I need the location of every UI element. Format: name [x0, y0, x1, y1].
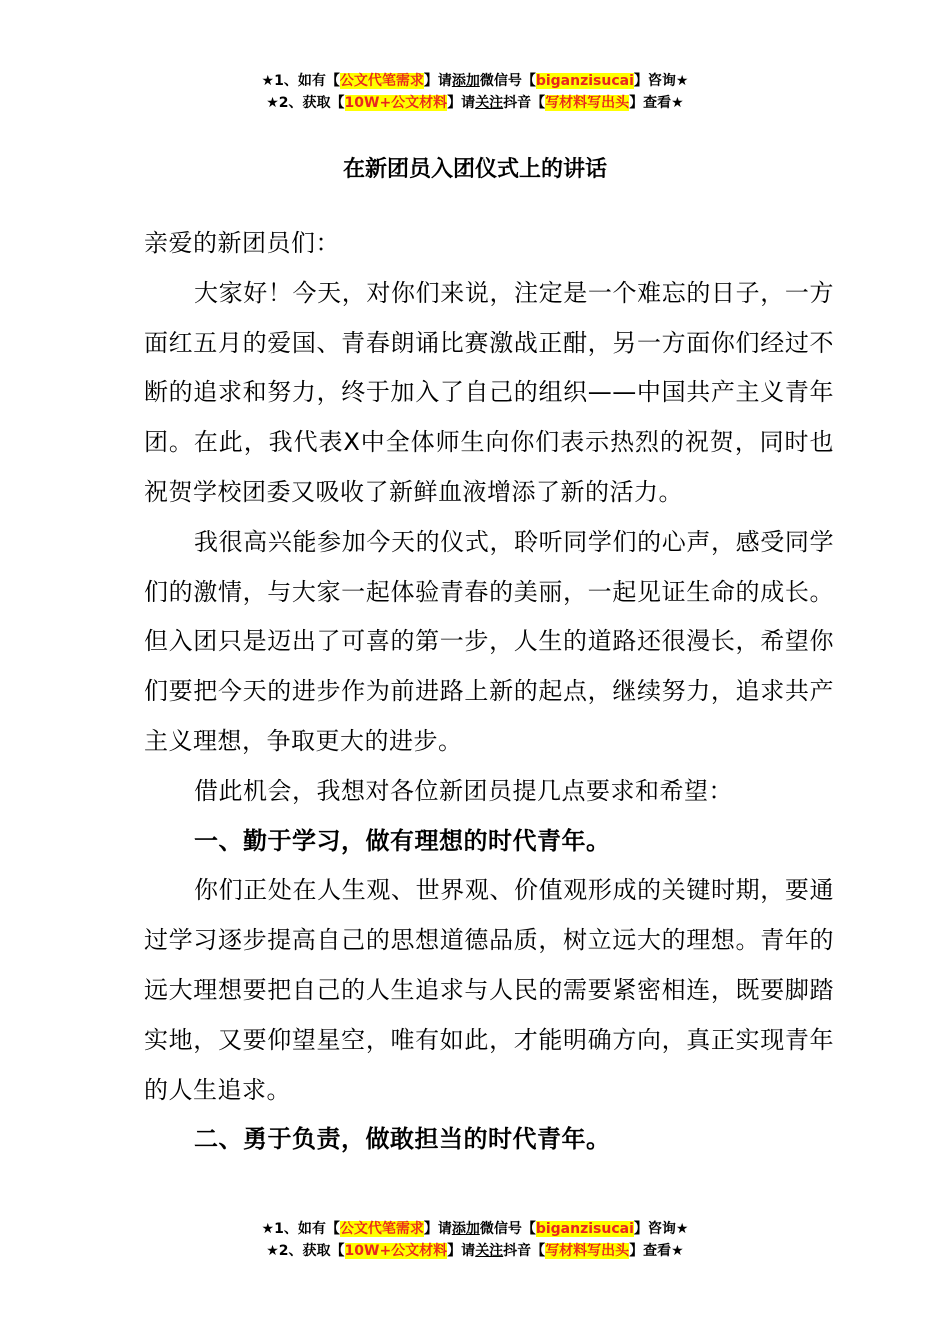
paragraph: 借此机会，我想对各位新团员提几点要求和希望：	[194, 776, 733, 805]
promo-text: ★1、如有【	[261, 73, 340, 89]
section-heading: 一、勤于学习，做有理想的时代青年。	[194, 826, 611, 855]
promo-highlight: 公文代笔需求	[339, 73, 424, 89]
promo-underlined: 关注	[475, 1243, 504, 1259]
promo-banner-top	[0, 70, 950, 114]
promo-highlight: 公文代笔需求	[339, 1221, 424, 1237]
promo-banner-bottom	[0, 1218, 950, 1262]
promo-line-1	[0, 1218, 950, 1240]
promo-line-2	[0, 92, 950, 114]
promo-text: 】请	[447, 95, 476, 111]
promo-text: ★2、获取【	[266, 1243, 345, 1259]
promo-text: 】请	[423, 73, 452, 89]
promo-underlined: 添加	[451, 1221, 480, 1237]
promo-wechat-id: biganzisucai	[535, 1221, 634, 1237]
promo-text: 】请	[447, 1243, 476, 1259]
salutation: 亲爱的新团员们：	[144, 229, 340, 257]
promo-douyin-id: 写材料写出头	[545, 95, 630, 111]
promo-text: ★1、如有【	[261, 1221, 340, 1237]
paragraph: 你们正处在人生观、世界观、价值观形成的关键时期，要通过学习逐步提高自己的思想道德品质，树立远大的理想。青年的远大理想要把自己的人生追求与人民的需要紧密相连，既要脚踏实地，又要仰望星空，唯有如此，才能明确方向，真正实现青年的人生追求。	[144, 876, 834, 1104]
promo-text: 抖音【	[503, 1243, 546, 1259]
paragraph: 大家好！今天，对你们来说，注定是一个难忘的日子，一方面红五月的爱国、青春朗诵比赛激战正酣，另一方面你们经过不断的追求和努力，终于加入了自己的组织——中国共产主义青年团。在此，我代表X中全体师生向你们表示热烈的祝贺，同时也祝贺学校团委又吸收了新鲜血液增添了新的活力。	[144, 278, 834, 506]
promo-text: 】咨询★	[633, 73, 689, 89]
promo-text: 抖音【	[503, 95, 546, 111]
promo-wechat-id: biganzisucai	[535, 73, 634, 89]
document-title: 在新团员入团仪式上的讲话	[342, 157, 607, 182]
promo-highlight: 10W+公文材料	[344, 95, 448, 111]
promo-text: 】请	[423, 1221, 452, 1237]
promo-underlined: 添加	[451, 73, 480, 89]
paragraph: 我很高兴能参加今天的仪式，聆听同学们的心声，感受同学们的激情，与大家一起体验青春的美丽，一起见证生命的成长。但入团只是迈出了可喜的第一步，人生的道路还很漫长，希望你们要把今天的进步作为前进路上新的起点，继续努力，追求共产主义理想，争取更大的进步。	[144, 527, 834, 755]
promo-underlined: 关注	[475, 95, 504, 111]
promo-text: 微信号【	[479, 1221, 536, 1237]
promo-text: 】咨询★	[633, 1221, 689, 1237]
section-heading: 二、勇于负责，做敢担当的时代青年。	[194, 1125, 611, 1154]
promo-line-1	[0, 70, 950, 92]
document-body	[144, 219, 834, 1165]
promo-text: 微信号【	[479, 73, 536, 89]
promo-douyin-id: 写材料写出头	[545, 1243, 630, 1259]
promo-text: 】查看★	[629, 95, 684, 111]
promo-line-2	[0, 1240, 950, 1262]
promo-highlight: 10W+公文材料	[344, 1243, 448, 1259]
promo-text: 】查看★	[629, 1243, 684, 1259]
promo-text: ★2、获取【	[266, 95, 345, 111]
